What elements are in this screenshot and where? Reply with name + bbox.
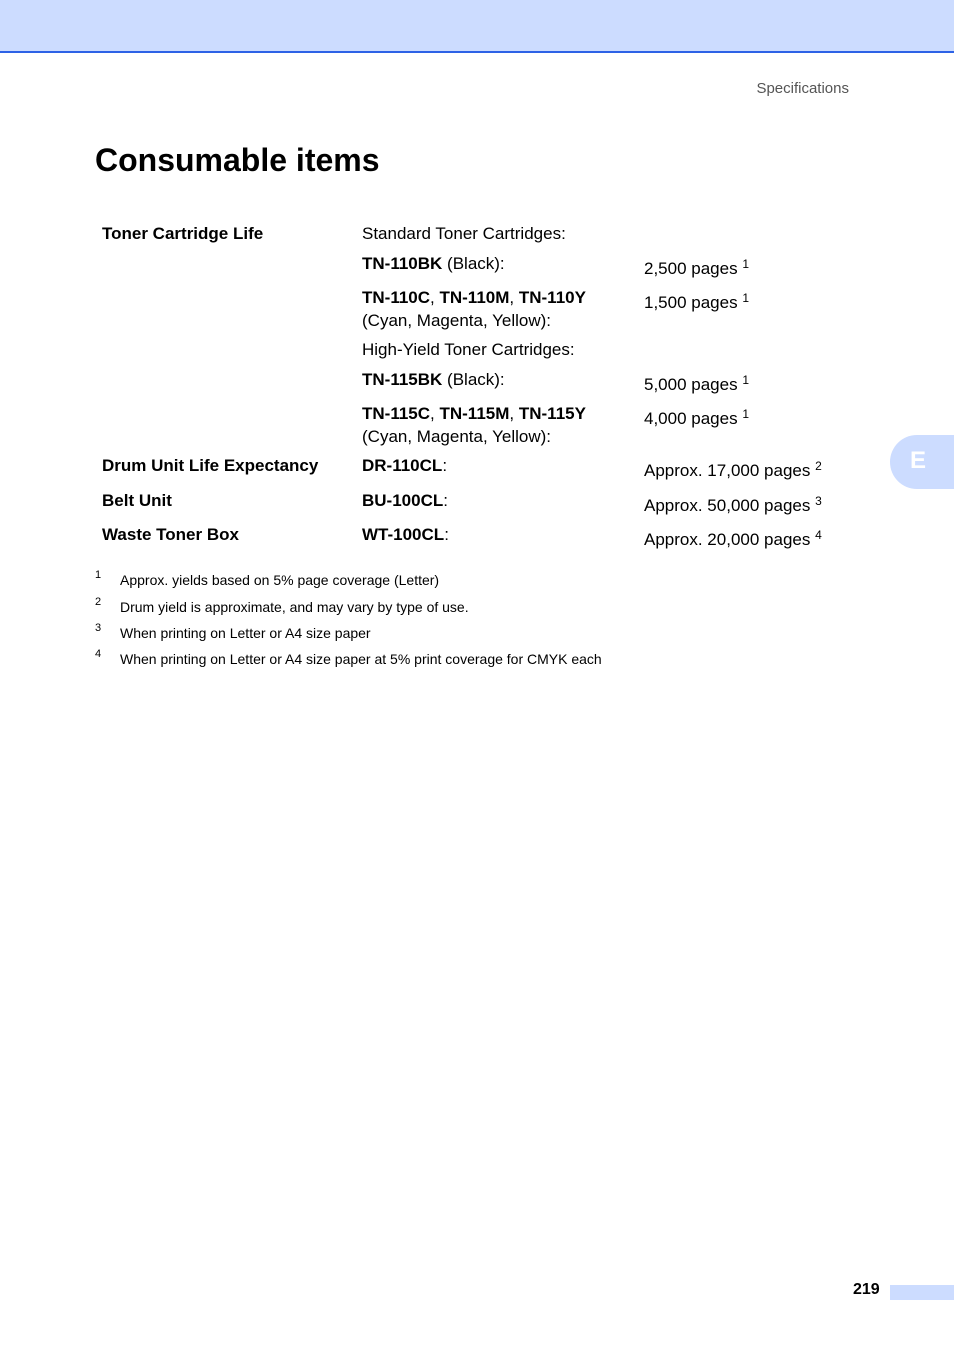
model-name: TN-115C bbox=[362, 404, 431, 423]
separator: , bbox=[430, 404, 440, 423]
footnote-ref: 1 bbox=[742, 373, 749, 387]
separator: , bbox=[509, 404, 519, 423]
model-name: TN-110BK bbox=[362, 254, 443, 273]
std-color-yield bbox=[644, 291, 749, 314]
drum-label: Drum Unit Life Expectancy bbox=[102, 456, 319, 475]
page-number: 219 bbox=[853, 1281, 880, 1298]
footnote-text: Drum yield is approximate, and may vary by type of use. bbox=[120, 599, 469, 615]
model-name: TN-110Y bbox=[518, 288, 586, 307]
page-title: Consumable items bbox=[95, 142, 380, 178]
footnote-number: 3 bbox=[95, 622, 102, 634]
std-black-row bbox=[362, 252, 632, 275]
belt-yield bbox=[644, 494, 822, 517]
footnote-ref: 2 bbox=[815, 459, 822, 473]
std-color-row bbox=[362, 286, 632, 332]
hy-black-yield bbox=[644, 373, 749, 396]
hy-color-row bbox=[362, 402, 632, 448]
yield-value: Approx. 17,000 pages bbox=[644, 461, 816, 480]
footnote-number: 4 bbox=[95, 648, 102, 660]
toner-life-label: Toner Cartridge Life bbox=[102, 224, 264, 243]
footnote-ref: 1 bbox=[742, 407, 749, 421]
waste-model bbox=[362, 523, 632, 546]
standard-toner-heading: Standard Toner Cartridges: bbox=[362, 224, 566, 243]
footnote-ref: 1 bbox=[742, 257, 749, 271]
model-desc: (Cyan, Magenta, Yellow): bbox=[362, 427, 551, 446]
footnote-ref: 1 bbox=[742, 291, 749, 305]
footnote-ref: 4 bbox=[815, 528, 822, 542]
model-name: TN-115M bbox=[439, 404, 510, 423]
model-desc: (Black): bbox=[442, 370, 505, 389]
footnote-number: 1 bbox=[95, 569, 102, 581]
yield-value: 5,000 pages bbox=[644, 375, 743, 394]
page-number-bar bbox=[890, 1285, 954, 1300]
std-black-yield bbox=[644, 257, 749, 280]
yield-value: 2,500 pages bbox=[644, 259, 743, 278]
hy-black-row bbox=[362, 368, 632, 391]
model-name: TN-110M bbox=[439, 288, 510, 307]
yield-value: 4,000 pages bbox=[644, 409, 743, 428]
drum-yield bbox=[644, 459, 822, 482]
footnote-text: Approx. yields based on 5% page coverage (Letter) bbox=[120, 572, 440, 588]
separator: : bbox=[444, 525, 449, 544]
model-name: DR-110CL bbox=[362, 456, 443, 475]
hy-color-yield bbox=[644, 407, 749, 430]
model-desc: (Black): bbox=[442, 254, 505, 273]
chapter-tab bbox=[890, 435, 954, 489]
footnote-text: When printing on Letter or A4 size paper at 5% print coverage for CMYK each bbox=[120, 651, 602, 667]
footnote-text: When printing on Letter or A4 size paper bbox=[120, 625, 371, 641]
model-name: TN-115BK bbox=[362, 370, 443, 389]
model-name: TN-115Y bbox=[518, 404, 586, 423]
chapter-tab-letter: E bbox=[910, 447, 927, 474]
model-name: BU-100CL bbox=[362, 491, 444, 510]
model-desc: (Cyan, Magenta, Yellow): bbox=[362, 311, 551, 330]
separator: : bbox=[442, 456, 448, 475]
model-name: WT-100CL bbox=[362, 525, 445, 544]
belt-label: Belt Unit bbox=[102, 491, 172, 510]
separator: , bbox=[430, 288, 440, 307]
separator: : bbox=[443, 491, 448, 510]
belt-model bbox=[362, 489, 632, 512]
yield-value: Approx. 20,000 pages bbox=[644, 530, 816, 549]
footnote-ref: 3 bbox=[815, 494, 822, 508]
drum-model bbox=[362, 454, 632, 477]
footnote-number: 2 bbox=[95, 596, 102, 608]
yield-value: 1,500 pages bbox=[644, 293, 743, 312]
waste-label: Waste Toner Box bbox=[102, 525, 239, 544]
yield-value: Approx. 50,000 pages bbox=[644, 496, 816, 515]
model-name: TN-110C bbox=[362, 288, 431, 307]
top-header-band bbox=[0, 0, 954, 53]
separator: , bbox=[509, 288, 519, 307]
high-yield-heading: High-Yield Toner Cartridges: bbox=[362, 340, 575, 359]
section-label: Specifications bbox=[756, 80, 849, 97]
waste-yield bbox=[644, 528, 822, 551]
